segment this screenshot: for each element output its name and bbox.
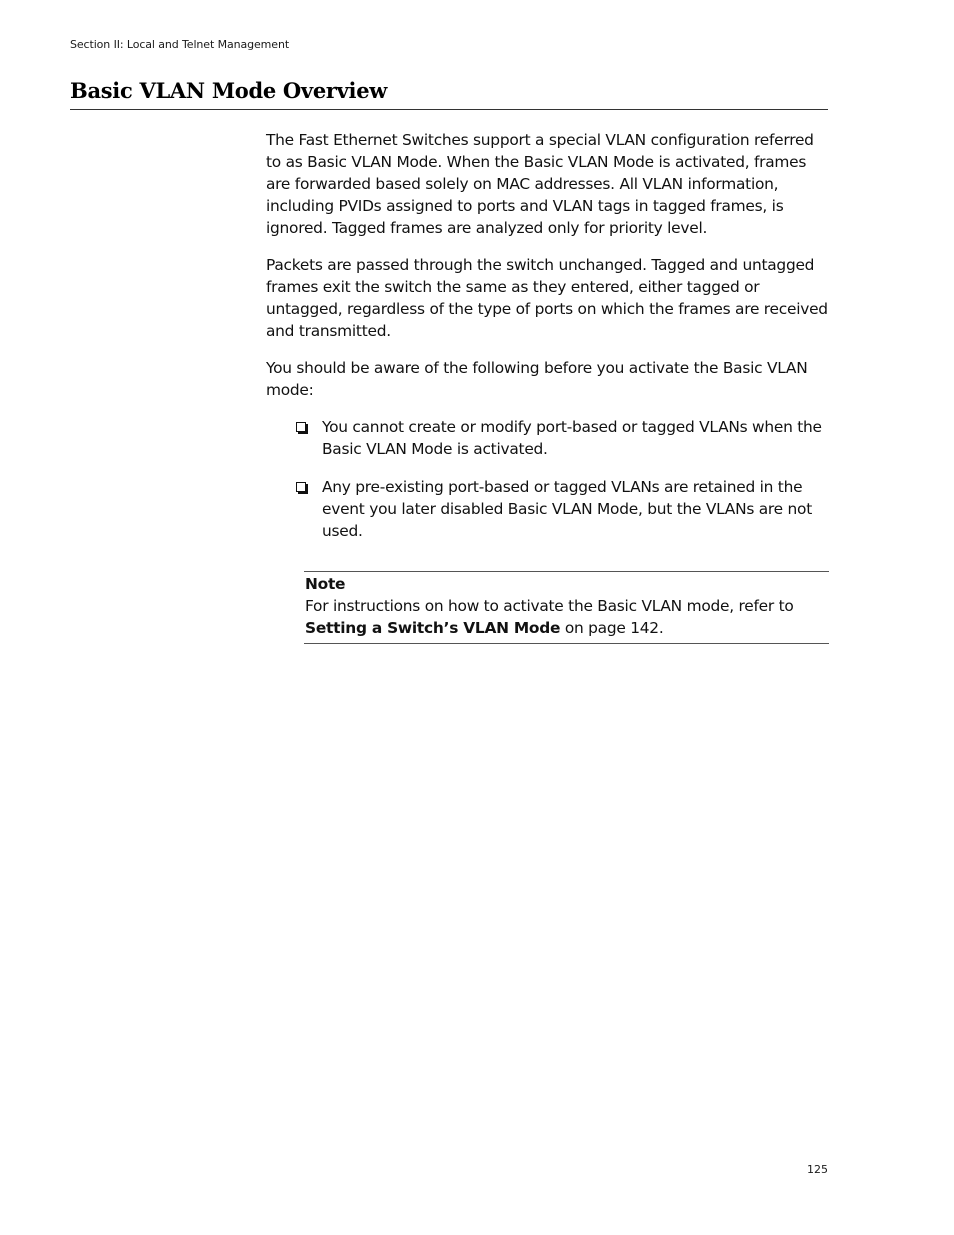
body-paragraph: You should be aware of the following before you activate the Basic VLAN mode: — [266, 359, 808, 399]
square-bullet-icon — [296, 482, 306, 492]
list-item-text: You cannot create or modify port-based or tagged VLANs when the Basic VLAN Mode is activated. — [322, 418, 822, 458]
body-paragraph: Packets are passed through the switch unchanged. Tagged and untagged frames exit the switch the same as they entered, either tagged or untagged, regardless of the type of ports on which the frames are received and transmitted. — [266, 256, 828, 340]
list-item-text: Any pre-existing port-based or tagged VLANs are retained in the event you later disabled Basic VLAN Mode, but the VLANs are not used. — [322, 478, 812, 540]
cross-reference-link[interactable]: Setting a Switch’s VLAN Mode — [305, 619, 561, 637]
note-box — [304, 571, 829, 644]
list-item — [294, 416, 832, 460]
section-title: Basic VLAN Mode Overview — [70, 78, 388, 103]
bullet-list — [266, 416, 832, 542]
page-number: 125 — [807, 1163, 828, 1176]
note-heading: Note — [305, 575, 346, 593]
note-text-before: For instructions on how to activate the Basic VLAN mode, refer to — [305, 597, 794, 615]
title-rule — [70, 109, 828, 110]
square-bullet-icon — [296, 422, 306, 432]
note-text-after: on page 142. — [560, 619, 664, 637]
body-column — [266, 129, 832, 558]
body-paragraph: The Fast Ethernet Switches support a special VLAN configuration referred to as Basic VLAN Mode. When the Basic VLAN Mode is activated, frames are forwarded based solely on MAC addresses. All VLAN information, including PVIDs assigned to ports and VLAN tags in tagged frames, is ignored. Tagged frames are analyzed only for priority level. — [266, 131, 814, 237]
list-item — [294, 476, 832, 542]
running-head: Section II: Local and Telnet Management — [70, 38, 290, 51]
